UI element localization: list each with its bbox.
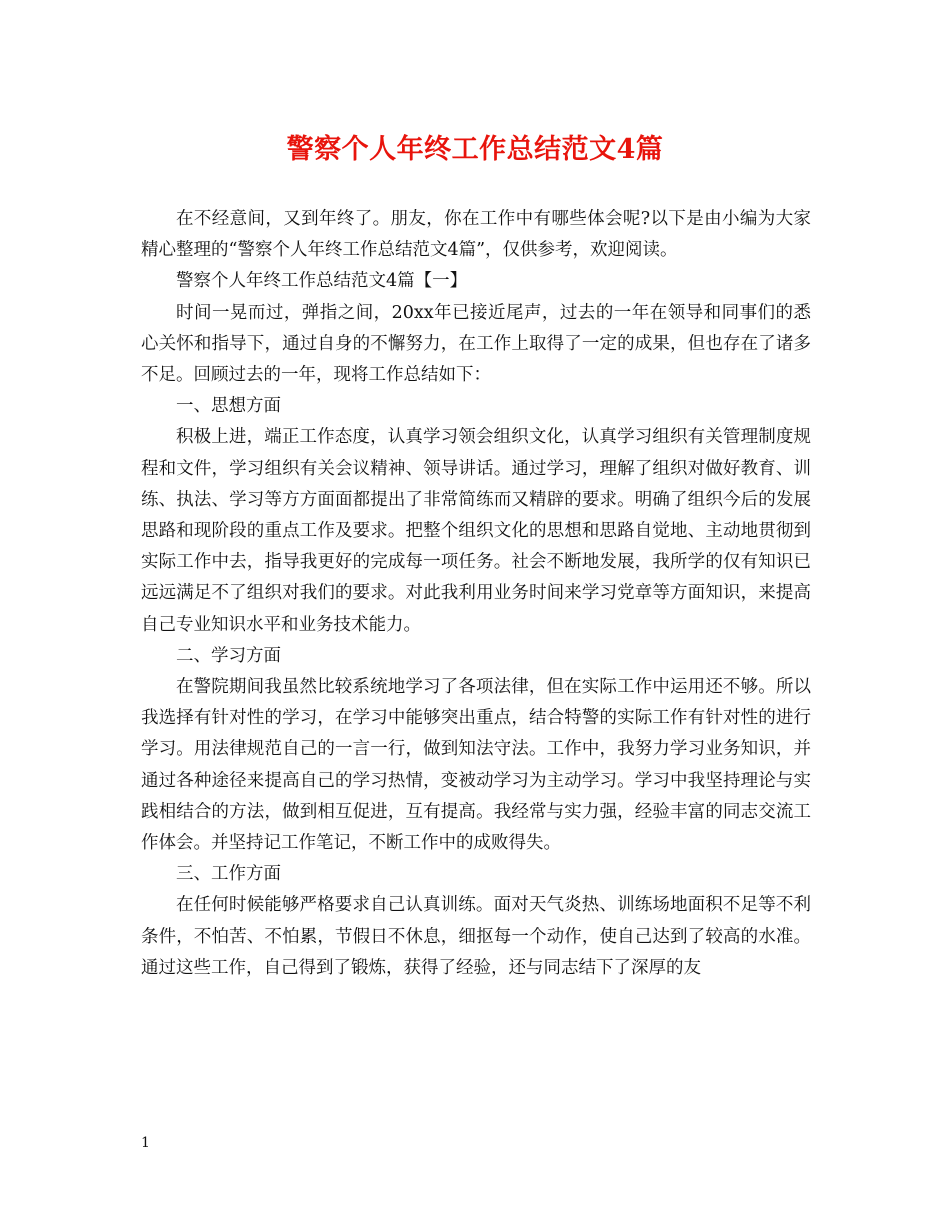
section-heading-study: 二、学习方面 [176, 645, 281, 666]
paragraph-intro: 在不经意间，又到年终了。朋友，你在工作中有哪些体会呢?以下是由小编为大家精心整理的“警察个人年终工作总结范文4篇”，仅供参考，欢迎阅读。 [141, 209, 811, 261]
document-body [141, 204, 811, 984]
paragraph-work: 在任何时候能够严格要求自己认真训练。面对天气炎热、训练场地面积不足等不利条件，不怕苦、不怕累，节假日不休息，细抠每一个动作，使自己达到了较高的水准。通过这些工作，自己得到了锻炼，获得了经验，还与同志结下了深厚的友 [141, 895, 811, 978]
section-heading-thought: 一、思想方面 [176, 396, 281, 417]
document-title: 警察个人年终工作总结范文4篇 [286, 134, 664, 165]
page-number: 1 [141, 1135, 150, 1151]
paragraph-thought: 积极上进，端正工作态度，认真学习领会组织文化，认真学习组织有关管理制度规程和文件，学习组织有关会议精神、领导讲话。通过学习，理解了组织对做好教育、训练、执法、学习等方方面面都提出了非常简练而又精辟的要求。明确了组织今后的发展思路和现阶段的重点工作及要求。把整个组织文化的思想和思路自觉地、主动地贯彻到实际工作中去，指导我更好的完成每一项任务。社会不断地发展，我所学的仅有知识已远远满足不了组织对我们的要求。对此我利用业务时间来学习党章等方面知识，来提高自己专业知识水平和业务技术能力。 [141, 427, 811, 635]
section-heading-part-one: 警察个人年终工作总结范文4篇【一】 [176, 271, 468, 292]
section-heading-work: 三、工作方面 [176, 864, 281, 885]
paragraph-study: 在警院期间我虽然比较系统地学习了各项法律，但在实际工作中运用还不够。所以我选择有针对性的学习，在学习中能够突出重点，结合特警的实际工作有针对性的进行学习。用法律规范自己的一言一行，做到知法守法。工作中，我努力学习业务知识，并通过各种途径来提高自己的学习热情，变被动学习为主动学习。学习中我坚持理论与实践相结合的方法，做到相互促进，互有提高。我经常与实力强，经验丰富的同志交流工作体会。并坚持记工作笔记，不断工作中的成败得失。 [141, 677, 811, 854]
paragraph-opening: 时间一晃而过，弹指之间，20xx年已接近尾声，过去的一年在领导和同事们的悉心关怀和指导下，通过自身的不懈努力，在工作上取得了一定的成果，但也存在了诸多不足。回顾过去的一年，现将工作总结如下： [141, 302, 811, 386]
